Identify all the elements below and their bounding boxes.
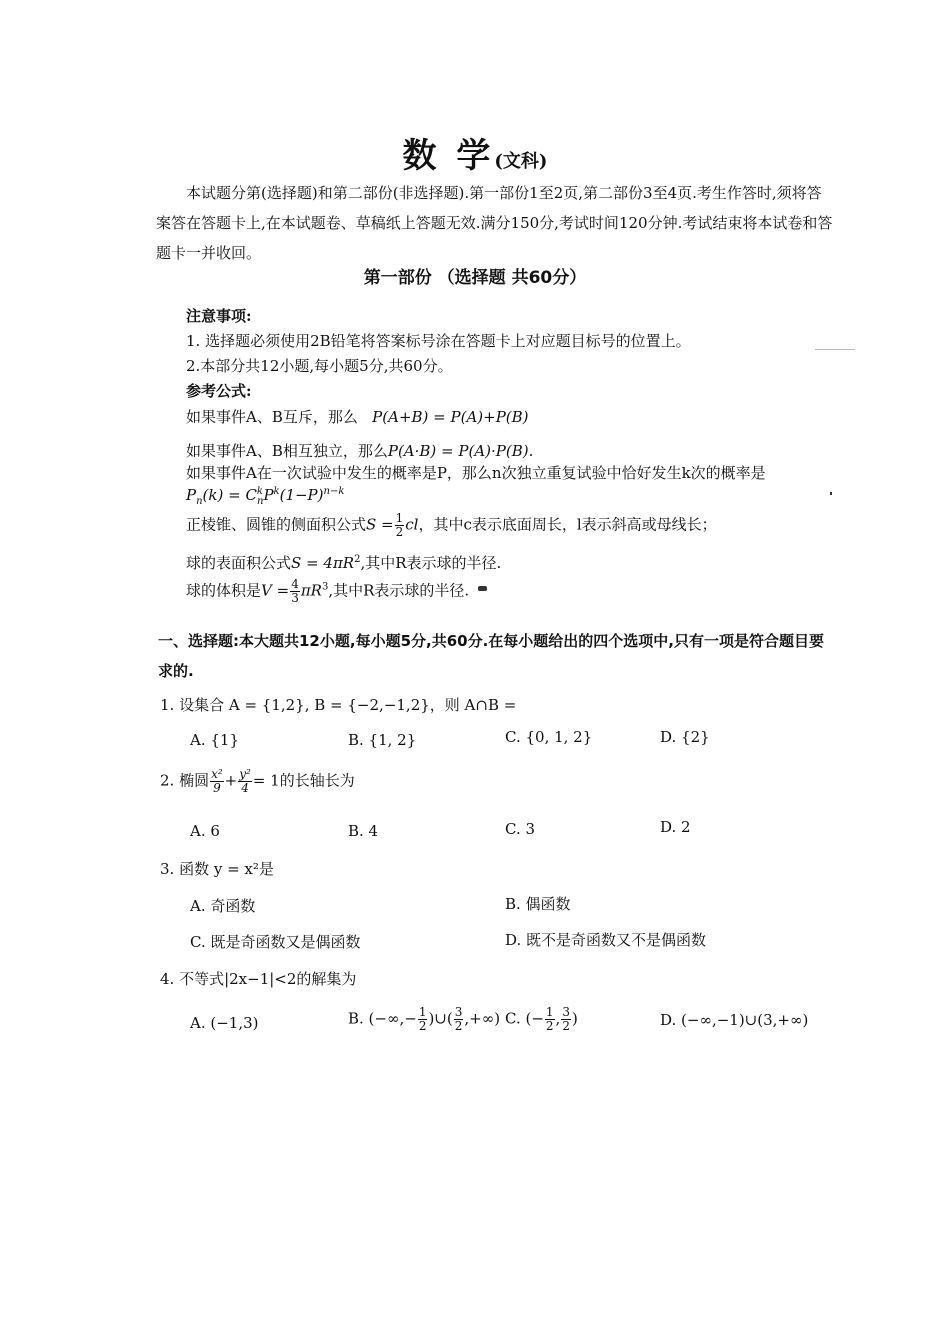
f3-p-sup: k	[273, 486, 280, 497]
f6-rhs: πR	[300, 581, 322, 600]
question-2-option-a: A. 6	[190, 822, 220, 840]
f6-fraction	[290, 578, 300, 605]
question-2-stem	[160, 768, 355, 795]
q4b-d2: 2	[454, 1019, 463, 1033]
q4c-mid: ,	[555, 1009, 561, 1028]
section-one-heading: 一、选择题:本大题共12小题,每小题5分,共60分.在每小题给出的四个选项中,只有一项是符合题目要求的.	[158, 632, 824, 680]
q2-n2: y²	[239, 767, 251, 781]
f5-expr: S = 4πR	[291, 554, 355, 572]
q2-d2: 4	[241, 781, 249, 795]
formula-1-expr: P(A+B) = P(A)+P(B)	[372, 408, 529, 426]
f4-lhs: S =	[366, 515, 394, 534]
f4-post: ，其中c表示底面周长，l表示斜高或母线长；	[418, 515, 717, 534]
f4-fraction	[395, 512, 405, 539]
formula-sphere-area	[186, 552, 501, 573]
question-4-option-a: A. (−1,3)	[190, 1014, 259, 1032]
f6-lhs: V =	[261, 581, 290, 600]
f4-pre: 正棱锥、圆锥的侧面积公式	[186, 515, 367, 534]
notes-item-2: 2.本部分共12小题,每小题5分,共60分。	[186, 357, 453, 375]
f5-post: ,其中R表示球的半径.	[360, 554, 502, 572]
formula-mutually-exclusive	[186, 406, 529, 427]
question-1-option-d: D. {2}	[660, 728, 710, 746]
f3-base-sub: n	[196, 496, 203, 507]
scan-speck	[830, 492, 832, 495]
q4c-d2: 2	[562, 1019, 570, 1033]
question-4-option-c	[505, 1006, 578, 1033]
q2-n1: x²	[211, 767, 223, 781]
q4c-n1: 1	[545, 1005, 554, 1019]
q4b-d1: 2	[418, 1019, 427, 1033]
question-1-option-b: B. {1, 2}	[348, 731, 417, 749]
q4c-n2: 3	[562, 1005, 570, 1019]
q4c-d1: 2	[545, 1019, 554, 1033]
f4-num: 1	[395, 511, 404, 525]
q4b-frac-2	[454, 1006, 464, 1033]
formula-lateral-area	[186, 512, 717, 539]
q4c-frac-1	[545, 1006, 555, 1033]
f6-pre: 球的体积是	[186, 581, 262, 600]
notes-item-1: 1. 选择题必须使用2B铅笔将答案标号涂在答题卡上对应题目标号的位置上。	[186, 332, 691, 350]
question-4-stem: 4. 不等式|2x−1|<2的解集为	[160, 970, 357, 988]
q2-plus: +	[224, 771, 238, 790]
question-1-option-a: A. {1}	[190, 731, 239, 749]
question-2-option-c: C. 3	[505, 820, 536, 838]
question-4-option-b	[348, 1006, 500, 1033]
formula-sphere-volume	[186, 578, 469, 605]
question-3-option-c: C. 既是奇函数又是偶函数	[190, 933, 361, 951]
q4c-post: )	[571, 1009, 578, 1028]
intro-paragraph: 本试题分第(选择题)和第二部份(非选择题).第一部份1至2页,第二部份3至4页.考生作答时,须将答案答在答题卡上,在本试题卷、草稿纸上答题无效.满分150分,考试时间120分钟.考试结束将本试卷和答题卡一并收回。	[156, 184, 833, 262]
q4b-mid: )∪(	[428, 1009, 453, 1028]
f6-post: ,其中R表示球的半径.	[328, 581, 470, 600]
f5-sup: 2	[354, 554, 361, 565]
f4-den: 2	[395, 525, 404, 539]
q2-tail: = 1的长轴长为	[252, 771, 355, 790]
formula-2-expr: P(A·B) = P(A)·P(B).	[387, 442, 534, 460]
title-sub: (文科)	[494, 151, 548, 172]
q4b-pre: B. (−∞,−	[348, 1009, 417, 1028]
part-heading: 第一部份 （选择题 共60分）	[363, 268, 587, 288]
notes-heading: 注意事项:	[186, 307, 252, 325]
q4c-frac-2	[561, 1006, 571, 1033]
f6-num: 4	[291, 577, 299, 591]
f3-c-sup: k	[256, 486, 263, 497]
formula-2-text: 如果事件A、B相互独立，那么	[186, 442, 388, 460]
f6-den: 3	[291, 591, 299, 605]
question-3-option-b: B. 偶函数	[505, 895, 571, 913]
scan-speck	[815, 349, 855, 350]
f4-rhs: cl	[405, 515, 419, 534]
q2-frac-1	[210, 768, 224, 795]
question-2-option-b: B. 4	[348, 822, 379, 840]
title-main: 数 学	[402, 136, 495, 176]
formula-1-text: 如果事件A、B互斥，那么	[186, 408, 358, 426]
question-1-option-c: C. {0, 1, 2}	[505, 728, 593, 746]
q4b-n1: 1	[418, 1005, 427, 1019]
q4b-post: ,+∞)	[464, 1009, 501, 1028]
question-3-stem: 3. 函数 y = x²是	[160, 860, 274, 878]
question-3-option-a: A. 奇函数	[190, 897, 256, 915]
q4b-frac-1	[418, 1006, 428, 1033]
f3-base: P	[186, 486, 197, 504]
question-3-option-d: D. 既不是奇函数又不是偶函数	[505, 931, 707, 949]
q2-frac-2	[238, 768, 252, 795]
formula-independent	[186, 440, 533, 461]
formula-binomial-text: 如果事件A在一次试验中发生的概率是P，那么n次独立重复试验中恰好发生k次的概率是	[186, 464, 766, 482]
f3-rest: (k) = C	[202, 486, 257, 504]
question-1-stem: 1. 设集合 A = {1,2}, B = {−2,−1,2}，则 A∩B =	[160, 696, 517, 714]
f3-tail: (1−P)	[279, 486, 324, 504]
scan-speck	[478, 586, 487, 591]
formulas-heading: 参考公式:	[186, 382, 252, 400]
f6-sup: 3	[321, 581, 329, 593]
question-2-option-d: D. 2	[660, 818, 691, 836]
f3-c-sub: n	[256, 496, 264, 507]
formula-binomial-expr	[186, 486, 344, 507]
q2-num: 2. 椭圆	[160, 771, 210, 790]
f3-tail-sup: n−k	[323, 486, 345, 497]
q4b-n2: 3	[454, 1005, 463, 1019]
q2-d1: 9	[213, 781, 221, 795]
page-title	[0, 128, 950, 177]
q4c-pre: C. (−	[505, 1009, 544, 1028]
f5-pre: 球的表面积公式	[186, 554, 292, 572]
f3-p: P	[263, 486, 274, 504]
question-4-option-d: D. (−∞,−1)∪(3,+∞)	[660, 1011, 809, 1029]
